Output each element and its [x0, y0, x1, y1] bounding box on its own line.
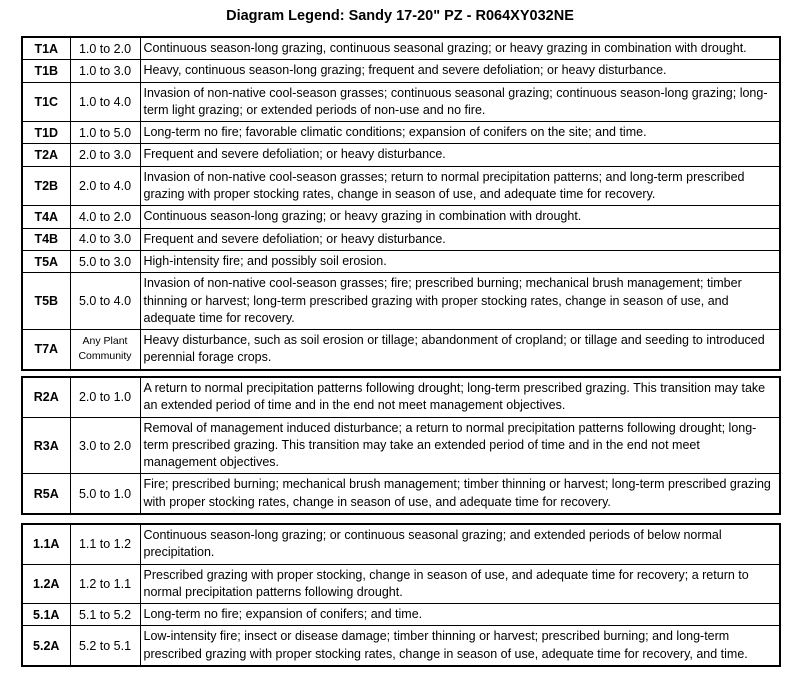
transition-code: R5A	[22, 474, 70, 514]
state-range: 1.2 to 1.1	[70, 564, 140, 604]
transition-description: Long-term no fire; expansion of conifers; and time.	[140, 604, 780, 626]
legend-row	[22, 626, 780, 666]
transition-code: T2B	[22, 166, 70, 206]
state-range: 2.0 to 3.0	[70, 144, 140, 166]
transition-code: T4B	[22, 228, 70, 250]
state-range: 4.0 to 2.0	[70, 206, 140, 228]
legend-row	[22, 206, 780, 228]
transition-code: T1A	[22, 37, 70, 60]
transition-code: 5.2A	[22, 626, 70, 666]
legend-row	[22, 330, 780, 370]
transition-description: Continuous season-long grazing; or continuous seasonal grazing; and extended periods of below normal precipitation.	[140, 524, 780, 564]
state-range: 1.0 to 3.0	[70, 60, 140, 82]
legend-row	[22, 564, 780, 604]
transition-code: R2A	[22, 377, 70, 417]
state-range: 2.0 to 1.0	[70, 377, 140, 417]
transition-description: Low-intensity fire; insect or disease damage; timber thinning or harvest; prescribed burning; and long-term prescribed grazing with proper stocking rates, change in season of use, adequate time for recovery, and time.	[140, 626, 780, 666]
legend-row	[22, 37, 780, 60]
transition-description: Continuous season-long grazing, continuous seasonal grazing; or heavy grazing in combination with drought.	[140, 37, 780, 60]
restoration-pathways-table	[21, 376, 781, 515]
transition-code: T7A	[22, 330, 70, 370]
transition-code: T5A	[22, 250, 70, 272]
transition-description: High-intensity fire; and possibly soil erosion.	[140, 250, 780, 272]
transition-description: Continuous season-long grazing; or heavy grazing in combination with drought.	[140, 206, 780, 228]
transition-code: T1B	[22, 60, 70, 82]
state-range: 2.0 to 4.0	[70, 166, 140, 206]
state-range: 5.0 to 1.0	[70, 474, 140, 514]
legend-row	[22, 604, 780, 626]
transition-code: R3A	[22, 417, 70, 474]
legend-row	[22, 144, 780, 166]
transition-description: Invasion of non-native cool-season grasses; fire; prescribed burning; mechanical brush management; timber thinning or harvest; long-term prescribed grazing with proper stocking rates, change in season of use, and adequate time for recovery.	[140, 273, 780, 330]
legend-title: Diagram Legend: Sandy 17-20" PZ - R064XY032NE	[226, 8, 574, 24]
legend-row	[22, 273, 780, 330]
state-range: 1.1 to 1.2	[70, 524, 140, 564]
state-range: Any Plant Community	[70, 330, 140, 370]
legend-row	[22, 474, 780, 514]
transition-code: T4A	[22, 206, 70, 228]
state-range: 3.0 to 2.0	[70, 417, 140, 474]
transition-code: T1D	[22, 122, 70, 144]
transition-description: Fire; prescribed burning; mechanical brush management; timber thinning or harvest; long-term prescribed grazing with proper stocking rates, change in season of use, and adequate time for recovery.	[140, 474, 780, 514]
state-range: 5.0 to 3.0	[70, 250, 140, 272]
transition-description: Heavy, continuous season-long grazing; frequent and severe defoliation; or heavy disturbance.	[140, 60, 780, 82]
transition-description: Removal of management induced disturbance; a return to normal precipitation patterns following drought; long-term prescribed grazing. This transition may take an extended period of time and in the end not meet management objectives.	[140, 417, 780, 474]
legend-row	[22, 377, 780, 417]
transition-code: 5.1A	[22, 604, 70, 626]
legend-row	[22, 60, 780, 82]
state-range: 5.1 to 5.2	[70, 604, 140, 626]
transition-description: Frequent and severe defoliation; or heavy disturbance.	[140, 144, 780, 166]
transition-description: Prescribed grazing with proper stocking, change in season of use, and adequate time for recovery; a return to normal precipitation patterns following drought.	[140, 564, 780, 604]
state-range: 5.0 to 4.0	[70, 273, 140, 330]
transition-code: 1.1A	[22, 524, 70, 564]
legend-row	[22, 166, 780, 206]
community-pathways-table	[21, 523, 781, 667]
transitions-table	[21, 36, 781, 371]
legend-row	[22, 82, 780, 122]
transition-code: T1C	[22, 82, 70, 122]
transition-code: 1.2A	[22, 564, 70, 604]
legend-row	[22, 524, 780, 564]
transition-description: A return to normal precipitation patterns following drought; long-term prescribed grazing. This transition may take an extended period of time and in the end not meet management objectives.	[140, 377, 780, 417]
transition-code: T5B	[22, 273, 70, 330]
state-range: 1.0 to 4.0	[70, 82, 140, 122]
legend-row	[22, 417, 780, 474]
transition-description: Invasion of non-native cool-season grasses; return to normal precipitation patterns; and long-term prescribed grazing with proper stocking rates, change in season of use, and adequate time for recovery.	[140, 166, 780, 206]
legend-row	[22, 228, 780, 250]
transition-description: Frequent and severe defoliation; or heavy disturbance.	[140, 228, 780, 250]
state-range: 5.2 to 5.1	[70, 626, 140, 666]
state-range: 4.0 to 3.0	[70, 228, 140, 250]
legend-row	[22, 250, 780, 272]
state-range: 1.0 to 2.0	[70, 37, 140, 60]
transition-description: Invasion of non-native cool-season grasses; continuous seasonal grazing; continuous season-long grazing; long-term light grazing; or extended periods of non-use and no fire.	[140, 82, 780, 122]
transition-code: T2A	[22, 144, 70, 166]
transition-description: Heavy disturbance, such as soil erosion or tillage; abandonment of cropland; or tillage and seeding to introduced perennial forage crops.	[140, 330, 780, 370]
transition-description: Long-term no fire; favorable climatic conditions; expansion of conifers on the site; and time.	[140, 122, 780, 144]
state-range: 1.0 to 5.0	[70, 122, 140, 144]
legend-row	[22, 122, 780, 144]
